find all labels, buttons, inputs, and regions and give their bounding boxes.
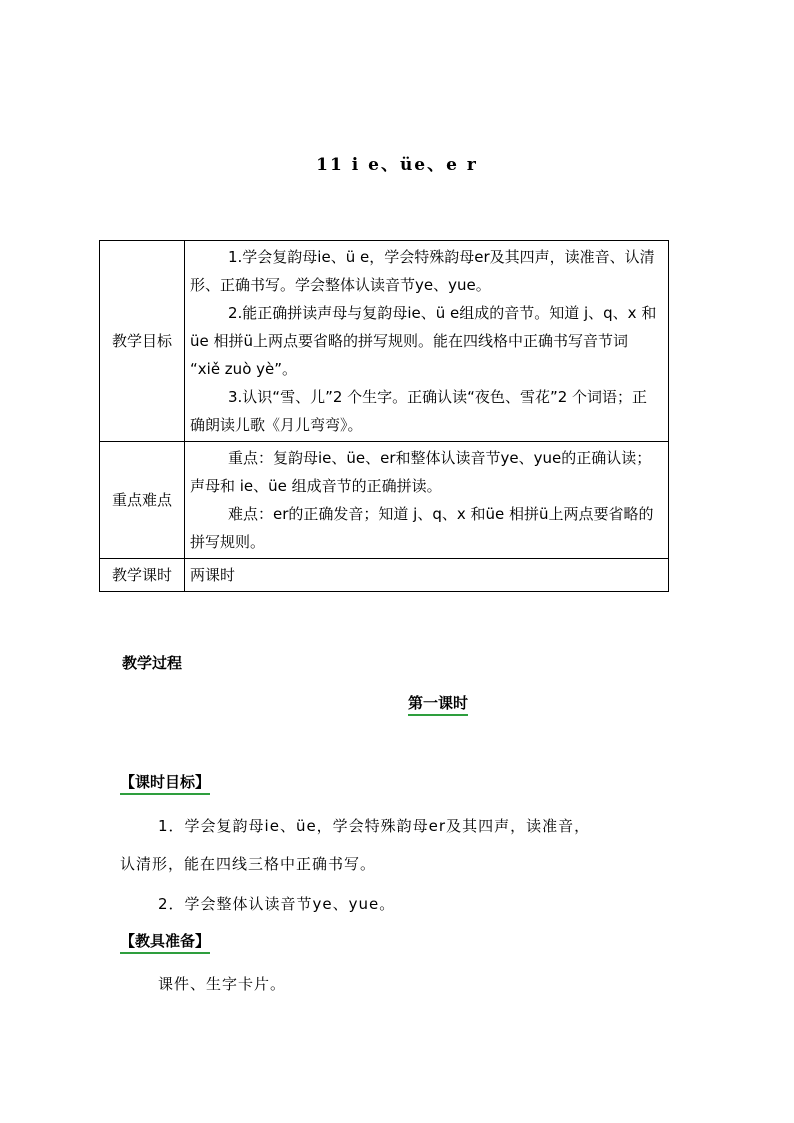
lesson-title-heading: 11 i e、üe、e r <box>316 155 478 175</box>
prep-text: 课件、生字卡片。 <box>158 975 287 993</box>
row-content-key-points <box>185 442 669 559</box>
goals-heading: 【课时目标】 <box>120 771 210 795</box>
row-label-key-points: 重点难点 <box>100 442 185 559</box>
prep-heading: 【教具准备】 <box>120 930 210 954</box>
goal-2-line: 2．学会整体认读音节ye、yue。 <box>158 895 396 913</box>
table-row-periods <box>100 559 669 592</box>
key-point-paragraph: 重点：复韵母ie、üe、er和整体认读音节ye、yue的正确认读；声母和 ie、üe 组成音节的正确拼读。 <box>190 449 652 495</box>
difficulty-paragraph: 难点：er的正确发音；知道 j、q、x 和üe 相拼ü上两点要省略的拼写规则。 <box>190 505 654 551</box>
table-row-goals <box>100 241 669 442</box>
table-row-key-points <box>100 442 669 559</box>
row-content-periods: 两课时 <box>185 559 669 592</box>
row-label-periods: 教学课时 <box>100 559 185 592</box>
goal-1-line-1: 1．学会复韵母ie、üe，学会特殊韵母er及其四声，读准音， <box>158 817 591 835</box>
process-heading: 教学过程 <box>122 654 183 672</box>
row-label-goals: 教学目标 <box>100 241 185 442</box>
first-lesson-title: 第一课时 <box>408 692 468 716</box>
goal-1-line-2: 认清形，能在四线三格中正确书写。 <box>120 855 377 873</box>
goal-paragraph-2: 2.能正确拼读声母与复韵母ie、ü e组成的音节。知道 j、q、x 和üe 相拼ü上两点要省略的拼写规则。能在四线格中正确书写音节词 “xiě zuò yè”。 <box>190 304 657 378</box>
goal-paragraph-1: 1.学会复韵母ie、ü e，学会特殊韵母er及其四声，读准音、认清形、正确书写。学会整体认读音节ye、yue。 <box>190 248 655 294</box>
row-content-goals <box>185 241 669 442</box>
goal-paragraph-3: 3.认识“雪、儿”2 个生字。正确认读“夜色、雪花”2 个词语；正确朗读儿歌《月儿弯弯》。 <box>190 388 648 434</box>
teaching-plan-table <box>99 240 669 592</box>
